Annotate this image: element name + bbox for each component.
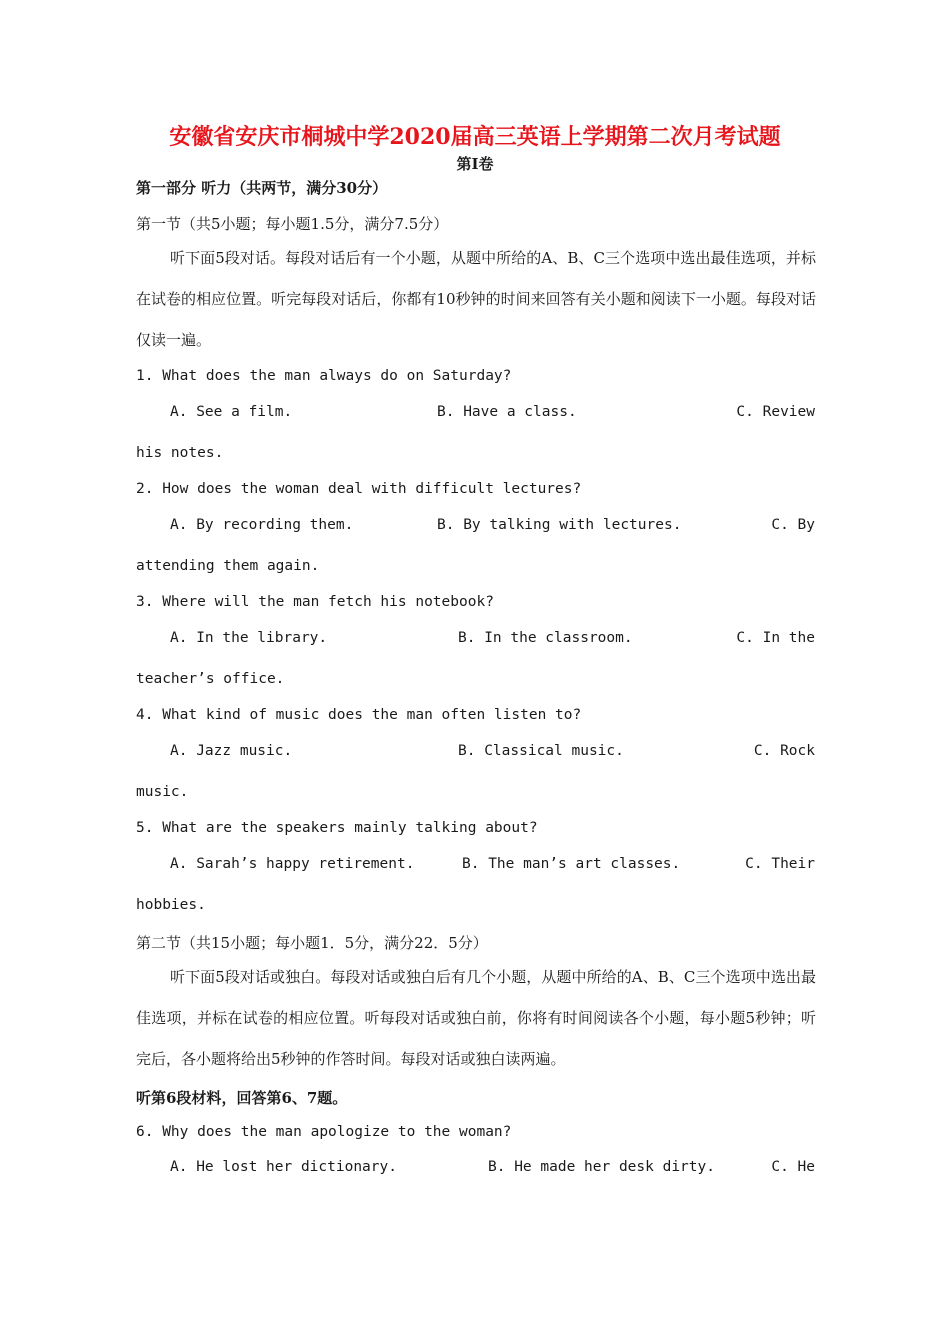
part1-heading: 第一部分 听力（共两节，满分30分） [136,179,388,197]
exam-title: 安徽省安庆市桐城中学2020届高三英语上学期第二次月考试题 [169,124,781,150]
section2-instructions: 听下面5段对话或独白。每段对话或独白后有几个小题，从题中所给的A、B、C三个选项中选出最佳选项，并标在试卷的相应位置。听每段对话或独白前，你将有时间阅读各个小题，每小题5秒钟；听完后，各小题将给出5秒钟的作答时间。每段对话或独白读两遍。 [136,968,816,1068]
option-c: C. Their [745,856,815,872]
option-a: A. In the library. [170,630,328,646]
option-c: C. Rock [753,743,815,759]
option-b: B. In the classroom. [458,630,633,646]
option-a: A. Jazz music. [170,743,293,759]
option-b: B. The man’s art classes. [462,856,681,872]
option-b: B. By talking with lectures. [437,517,682,533]
option-c-wrap: music. [136,784,189,800]
option-c: C. In the [736,630,815,646]
question-stem: 2. How does the woman deal with difficult lectures? [136,481,582,497]
option-c-wrap: teacher’s office. [136,671,285,687]
option-c: C. By [771,517,815,533]
material6-heading: 听第6段材料，回答第6、7题。 [136,1089,348,1107]
volume-label: 第I卷 [456,155,494,173]
section2-heading: 第二节（共15小题；每小题1．5分，满分22．5分） [136,934,488,952]
question-stem: 4. What kind of music does the man often listen to? [136,707,582,723]
section1-instructions: 听下面5段对话。每段对话后有一个小题，从题中所给的A、B、C三个选项中选出最佳选项，并标在试卷的相应位置。听完每段对话后，你都有10秒钟的时间来回答有关小题和阅读下一小题。每段对话仅读一遍。 [136,249,816,349]
question-stem: 1. What does the man always do on Saturday? [136,368,512,384]
option-a: A. See a film. [170,404,293,420]
question-stem: 5. What are the speakers mainly talking about? [136,820,538,836]
option-a: A. Sarah’s happy retirement. [170,856,415,872]
option-b: B. He made her desk dirty. [488,1159,715,1175]
option-c: C. He [771,1159,815,1175]
option-a: A. By recording them. [170,517,354,533]
option-b: B. Have a class. [437,404,577,420]
option-a: A. He lost her dictionary. [170,1159,397,1175]
section1-heading: 第一节（共5小题；每小题1.5分，满分7.5分） [136,215,449,233]
question-stem: 6. Why does the man apologize to the woman? [136,1124,512,1140]
question-stem: 3. Where will the man fetch his notebook? [136,594,494,610]
option-b: B. Classical music. [458,743,624,759]
option-c-wrap: attending them again. [136,558,320,574]
option-c-wrap: his notes. [136,445,224,461]
option-c: C. Review [736,404,815,420]
option-c-wrap: hobbies. [136,897,206,913]
